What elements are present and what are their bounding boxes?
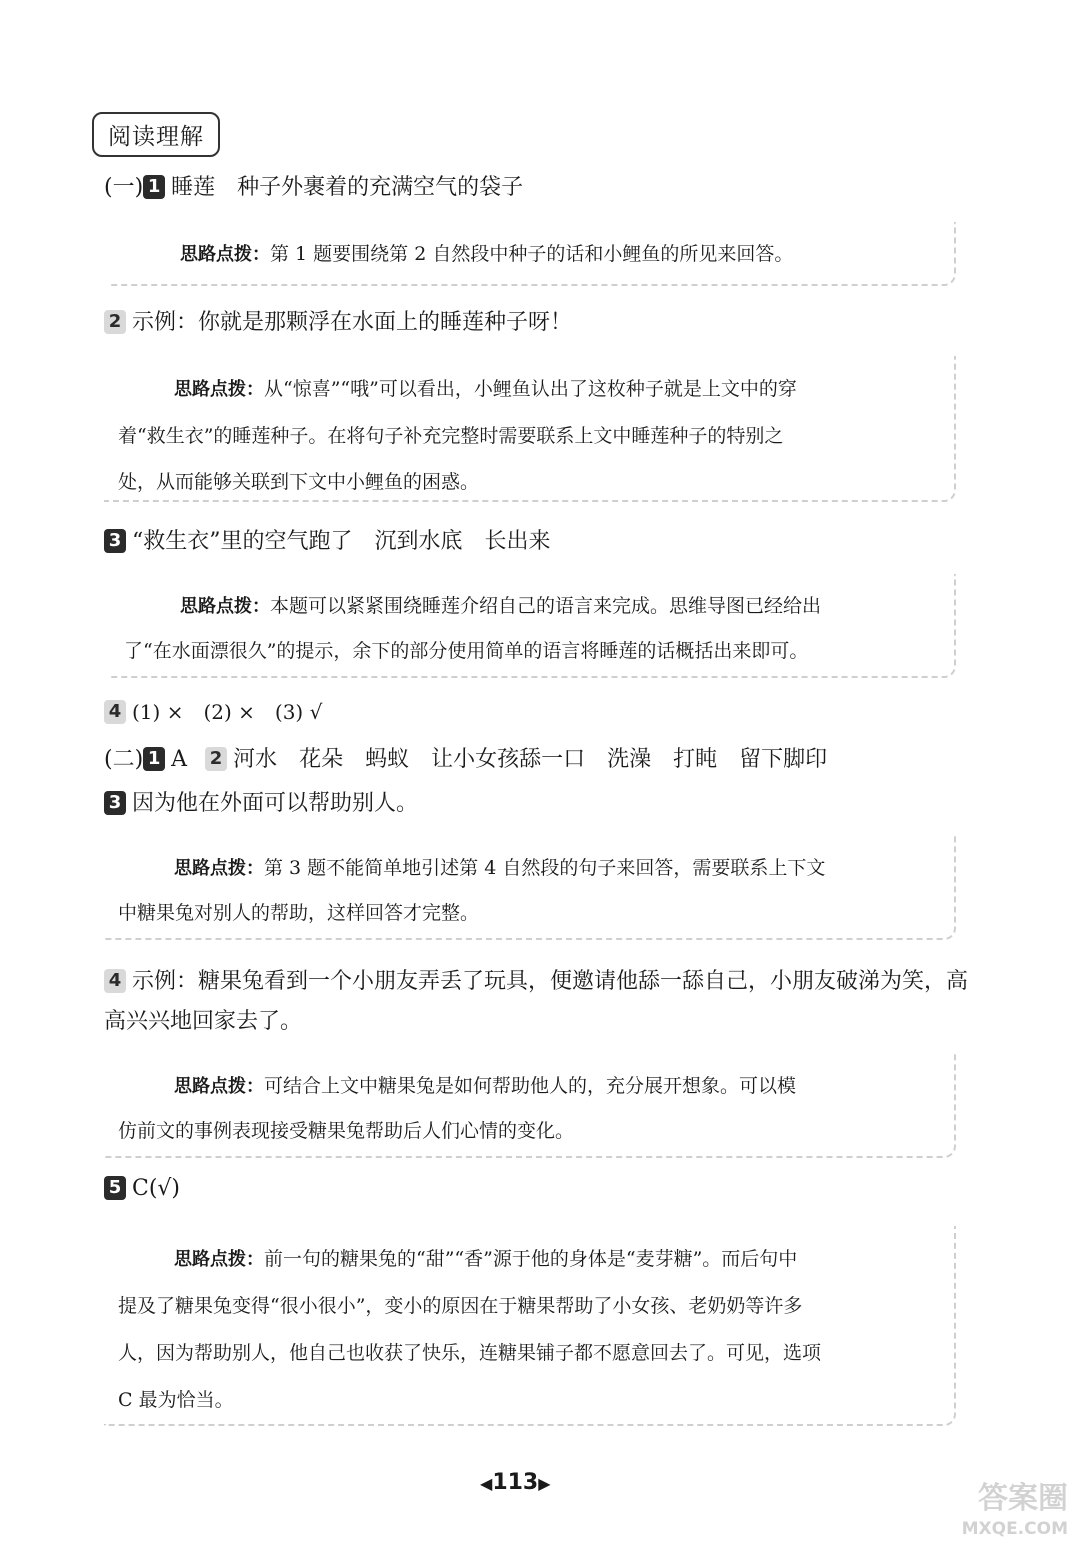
watermark	[961, 1481, 1068, 1544]
hint-box	[104, 356, 956, 502]
hint-text: 中糖果兔对别人的帮助，这样回答才完整。	[118, 902, 480, 924]
hint-label: 思路点拨：	[174, 379, 264, 400]
hint-label: 思路点拨：	[180, 596, 270, 617]
question-number: 3	[104, 529, 126, 553]
part1-q1-line	[104, 170, 523, 201]
section-title: 阅读理解	[92, 112, 220, 157]
hint-box	[104, 1054, 956, 1158]
answer-text: “救生衣”里的空气跑了 沉到水底 长出来	[132, 529, 551, 554]
part1-q2-line	[104, 305, 572, 336]
answer-text: 示例：你就是那颗浮在水面上的睡莲种子呀！	[132, 310, 573, 335]
part1-prefix: (一)	[104, 175, 144, 200]
hint-label: 思路点拨：	[174, 1249, 264, 1270]
hint-text: 可结合上文中糖果兔是如何帮助他人的，充分展开想象。可以模	[264, 1075, 797, 1097]
watermark-main: 答案圈	[978, 1481, 1068, 1516]
answer-text: 因为他在外面可以帮助别人。	[132, 791, 419, 816]
answer-text: 示例：糖果兔看到一个小朋友弄丢了玩具，便邀请他舔一舔自己，小朋友破涕为笑，高	[132, 969, 969, 994]
hint-text: 仿前文的事例表现接受糖果兔帮助后人们心情的变化。	[118, 1120, 575, 1142]
part2-q4-line	[104, 962, 968, 1042]
part2-q5-line	[104, 1176, 180, 1201]
question-number: 3	[104, 791, 126, 815]
answer-text: 睡莲 种子外裹着的充满空气的袋子	[171, 175, 524, 200]
hint-text: 第 3 题不能简单地引述第 4 自然段的句子来回答，需要联系上下文	[264, 857, 826, 879]
hint-box	[104, 1226, 956, 1426]
hint-box	[104, 836, 956, 940]
hint-box	[110, 574, 956, 678]
part2-prefix: (二)	[104, 747, 144, 772]
hint-label: 思路点拨：	[174, 858, 264, 879]
watermark-sub: MXQE.COM	[961, 1519, 1068, 1539]
question-number: 5	[104, 1176, 126, 1200]
hint-label: 思路点拨：	[174, 1076, 264, 1097]
answer-text: A	[171, 747, 188, 772]
question-number: 4	[104, 969, 126, 993]
part1-q3-line	[104, 524, 551, 555]
hint-text: 着“救生衣”的睡莲种子。在将句子补充完整时需要联系上文中睡莲种子的特别之	[118, 425, 784, 447]
left-triangle-icon: ◀	[480, 1474, 493, 1493]
hint-text: 处，从而能够关联到下文中小鲤鱼的困惑。	[118, 471, 480, 493]
answer-text: 河水 花朵 蚂蚁 让小女孩舔一口 洗澡 打盹 留下脚印	[233, 747, 828, 772]
hint-text: 第 1 题要围绕第 2 自然段中种子的话和小鲤鱼的所见来回答。	[270, 243, 794, 265]
question-number: 4	[104, 700, 126, 724]
answer-text: C(√)	[132, 1176, 181, 1201]
part2-q3-line	[104, 786, 418, 817]
page-number	[480, 1470, 551, 1495]
question-number: 2	[104, 310, 126, 334]
right-triangle-icon: ▶	[538, 1474, 551, 1493]
answer-text: 高兴兴地回家去了。	[104, 1009, 303, 1034]
hint-text: 从“惊喜”“哦”可以看出，小鲤鱼认出了这枚种子就是上文中的穿	[264, 378, 797, 400]
hint-text: 提及了糖果兔变得“很小很小”，变小的原因在于糖果帮助了小女孩、老奶奶等许多	[118, 1295, 803, 1317]
hint-box	[110, 222, 956, 286]
question-number: 1	[143, 747, 165, 771]
hint-text: 人，因为帮助别人，他自己也收获了快乐，连糖果铺子都不愿意回去了。可见，选项	[118, 1342, 822, 1364]
hint-label: 思路点拨：	[180, 244, 270, 265]
part2-q1-q2-line	[104, 742, 827, 773]
part1-q4-line	[104, 696, 322, 725]
hint-text: 前一句的糖果兔的“甜”“香”源于他的身体是“麦芽糖”。而后句中	[264, 1248, 798, 1270]
answer-text: (1) × (2) × (3) √	[132, 700, 323, 724]
page-number-text: 113	[492, 1470, 539, 1495]
question-number: 1	[143, 175, 165, 199]
hint-text: C 最为恰当。	[118, 1389, 234, 1411]
hint-text: 了“在水面漂很久”的提示，余下的部分使用简单的语言将睡莲的话概括出来即可。	[124, 640, 809, 662]
question-number: 2	[205, 747, 227, 771]
hint-text: 本题可以紧紧围绕睡莲介绍自己的语言来完成。思维导图已经给出	[270, 595, 822, 617]
